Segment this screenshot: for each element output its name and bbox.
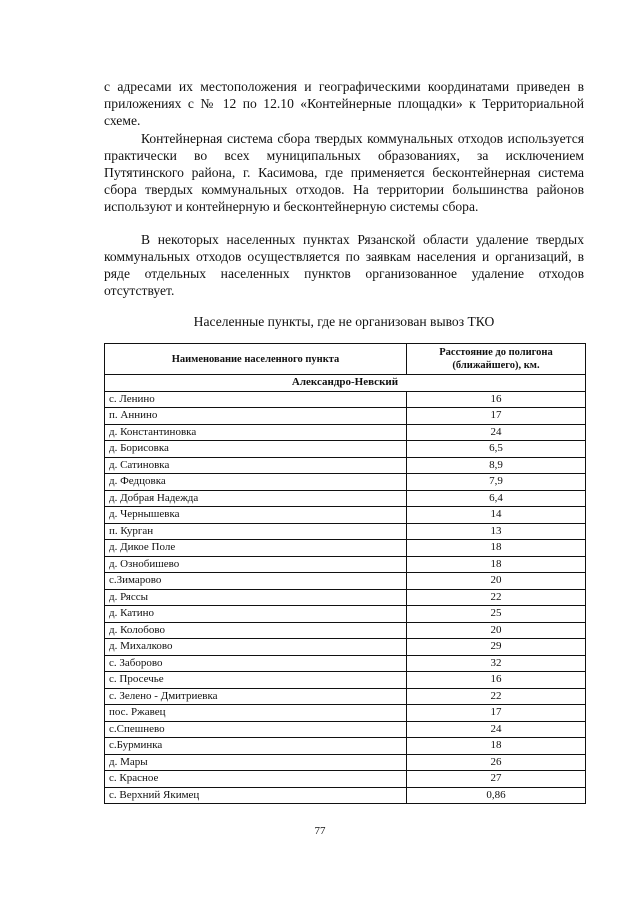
- settlement-name: с. Красное: [105, 771, 407, 788]
- settlement-distance: 24: [407, 721, 586, 738]
- settlement-name: д. Сатиновка: [105, 457, 407, 474]
- table-row: [105, 391, 586, 408]
- header-settlement-name: Наименование населенного пункта: [105, 344, 407, 375]
- settlement-name: с. Заборово: [105, 655, 407, 672]
- settlement-name: д. Ряссы: [105, 589, 407, 606]
- table-row: [105, 408, 586, 425]
- paragraph-2: Контейнерная система сбора твердых коммунальных отходов используется практически во всех муниципальных образованиях, за исключением Путятинского района, г. Касимова, где применяется бесконтейнерная система сбора твердых коммунальных отходов. На территории большинства районов используют и контейнерную и бесконтейнерную системы сбора.: [104, 131, 584, 214]
- settlement-distance: 20: [407, 573, 586, 590]
- settlement-distance: 14: [407, 507, 586, 524]
- settlement-name: д. Мары: [105, 754, 407, 771]
- settlement-name: д. Борисовка: [105, 441, 407, 458]
- table-row: [105, 655, 586, 672]
- settlement-distance: 24: [407, 424, 586, 441]
- table-row: [105, 474, 586, 491]
- table-row: [105, 787, 586, 804]
- settlement-distance: 27: [407, 771, 586, 788]
- settlement-name: п. Аннино: [105, 408, 407, 425]
- table-row: [105, 441, 586, 458]
- paragraph-3: В некоторых населенных пунктах Рязанской области удаление твердых коммунальных отходов осуществляется по заявкам населения и организаций, в ряде отдельных населенных пунктов организованное удаление отходов отсутствует.: [104, 232, 584, 298]
- header-distance: Расстояние до полигона (ближайшего), км.: [407, 344, 586, 375]
- settlement-distance: 16: [407, 391, 586, 408]
- table-row: [105, 738, 586, 755]
- settlement-distance: 18: [407, 540, 586, 557]
- settlement-name: с. Ленино: [105, 391, 407, 408]
- table-caption: Населенные пункты, где не организован вывоз ТКО: [193, 314, 495, 329]
- table-row: [105, 672, 586, 689]
- page-number: 77: [314, 825, 326, 837]
- settlement-distance: 13: [407, 523, 586, 540]
- settlement-distance: 20: [407, 622, 586, 639]
- table-row: [105, 507, 586, 524]
- settlement-distance: 0,86: [407, 787, 586, 804]
- settlement-distance: 29: [407, 639, 586, 656]
- paragraph-1: с адресами их местоположения и географическими координатами приведен в приложениях с № 12 по 12.10 «Контейнерные площадки» к Территориальной схеме.: [104, 79, 584, 128]
- settlement-name: д. Колобово: [105, 622, 407, 639]
- settlement-name: с. Просечье: [105, 672, 407, 689]
- settlement-name: с.Зимарово: [105, 573, 407, 590]
- table-row: [105, 556, 586, 573]
- settlement-distance: 17: [407, 408, 586, 425]
- table-header-row: [105, 344, 586, 375]
- settlement-name: д. Константиновка: [105, 424, 407, 441]
- settlement-name: д. Катино: [105, 606, 407, 623]
- settlement-distance: 32: [407, 655, 586, 672]
- settlements-table: [104, 343, 586, 804]
- table-row: [105, 523, 586, 540]
- settlement-name: п. Курган: [105, 523, 407, 540]
- table-row: [105, 540, 586, 557]
- settlement-name: д. Добрая Надежда: [105, 490, 407, 507]
- settlement-name: д. Ознобишево: [105, 556, 407, 573]
- settlement-name: с.Спешнево: [105, 721, 407, 738]
- settlement-distance: 18: [407, 738, 586, 755]
- table-row: [105, 589, 586, 606]
- table-row: [105, 457, 586, 474]
- settlement-distance: 6,5: [407, 441, 586, 458]
- settlement-distance: 26: [407, 754, 586, 771]
- table-row: [105, 688, 586, 705]
- settlement-name: с. Верхний Якимец: [105, 787, 407, 804]
- settlement-name: д. Михалково: [105, 639, 407, 656]
- settlement-distance: 18: [407, 556, 586, 573]
- settlement-distance: 16: [407, 672, 586, 689]
- settlement-name: пос. Ржавец: [105, 705, 407, 722]
- settlement-distance: 25: [407, 606, 586, 623]
- table-row: [105, 573, 586, 590]
- settlement-name: д. Федцовка: [105, 474, 407, 491]
- district-row: [105, 375, 586, 392]
- table-row: [105, 771, 586, 788]
- settlement-name: д. Чернышевка: [105, 507, 407, 524]
- settlement-distance: 8,9: [407, 457, 586, 474]
- table-row: [105, 424, 586, 441]
- settlement-distance: 7,9: [407, 474, 586, 491]
- table-row: [105, 490, 586, 507]
- settlement-distance: 22: [407, 589, 586, 606]
- settlement-distance: 17: [407, 705, 586, 722]
- settlement-distance: 22: [407, 688, 586, 705]
- table-row: [105, 639, 586, 656]
- table-row: [105, 721, 586, 738]
- table-row: [105, 606, 586, 623]
- table-row: [105, 622, 586, 639]
- table-row: [105, 705, 586, 722]
- table-row: [105, 754, 586, 771]
- settlement-name: с. Зелено - Дмитриевка: [105, 688, 407, 705]
- district-name: Александро-Невский: [105, 375, 586, 392]
- settlement-distance: 6,4: [407, 490, 586, 507]
- settlement-name: д. Дикое Поле: [105, 540, 407, 557]
- settlement-name: с.Бурминка: [105, 738, 407, 755]
